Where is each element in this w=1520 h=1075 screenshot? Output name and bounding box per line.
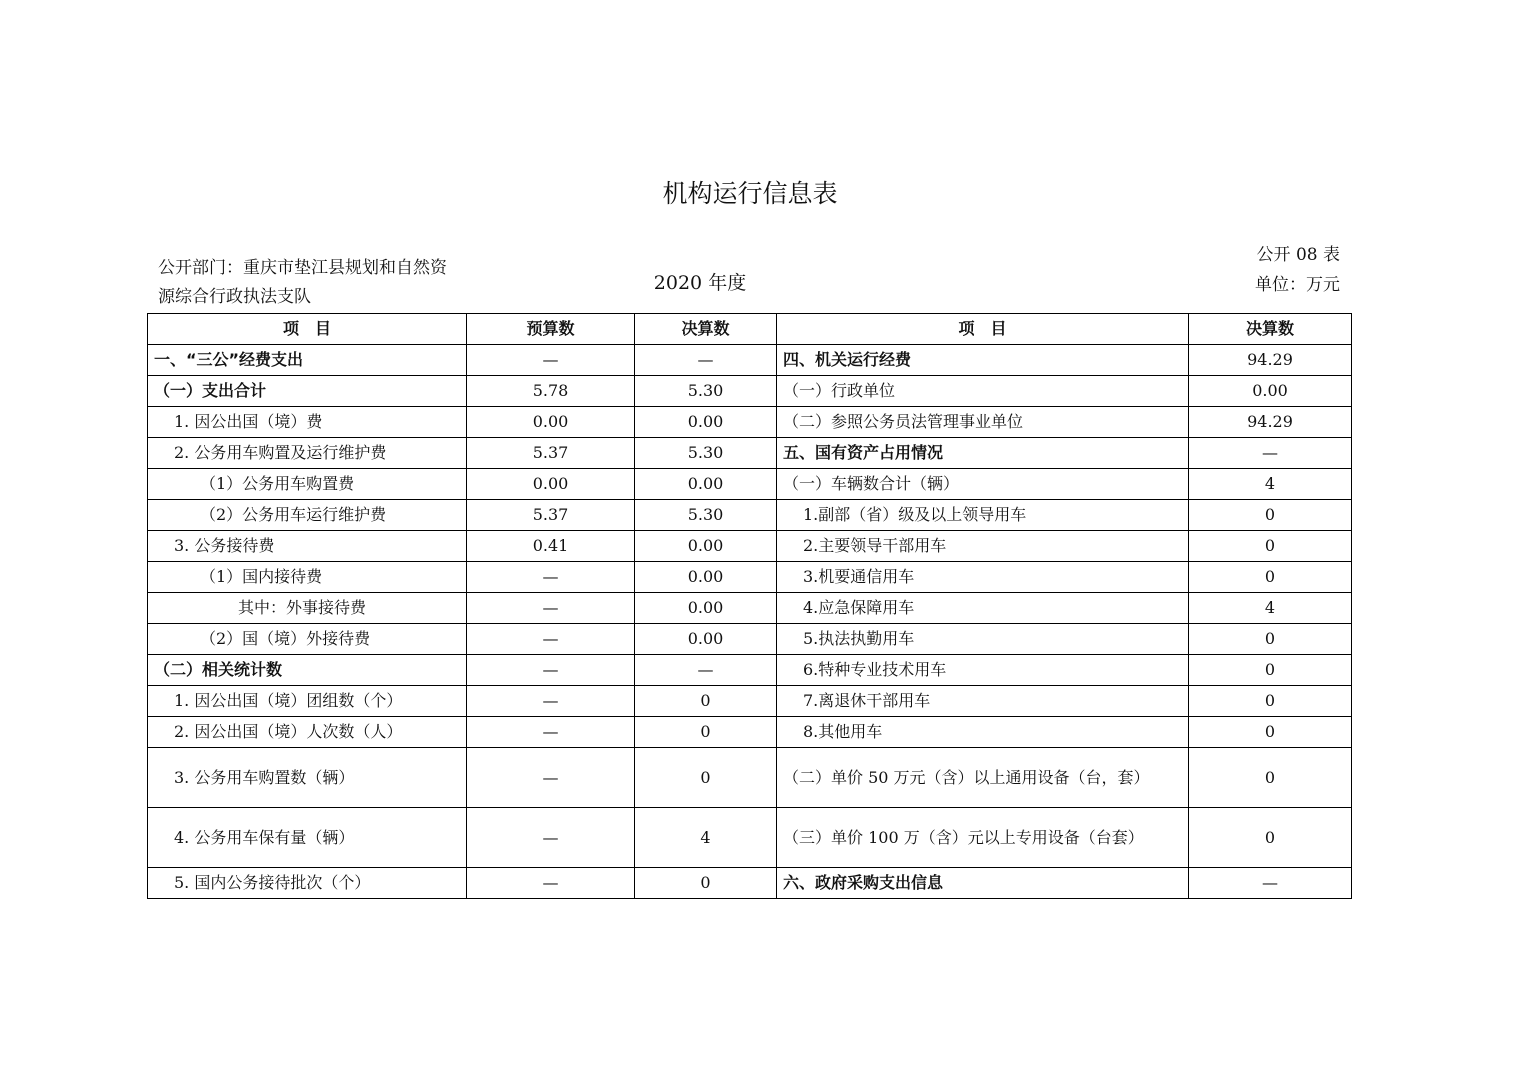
row-final: 0.00 (635, 593, 777, 624)
row-final: — (635, 345, 777, 376)
row-budget: 0.41 (467, 531, 635, 562)
table-row (148, 868, 1352, 899)
row-budget: — (467, 655, 635, 686)
table-row (148, 593, 1352, 624)
row-item2: 五、国有资产占用情况 (777, 438, 1189, 469)
row-budget: — (467, 748, 635, 808)
table-header-row (148, 314, 1352, 345)
row-item2: 六、政府采购支出信息 (777, 868, 1189, 899)
row-item: 其中：外事接待费 (148, 593, 467, 624)
table-row (148, 345, 1352, 376)
row-final: 5.30 (635, 438, 777, 469)
row-final2: 94.29 (1189, 345, 1352, 376)
row-budget: 5.37 (467, 438, 635, 469)
row-budget: 5.78 (467, 376, 635, 407)
row-final2: 0 (1189, 748, 1352, 808)
col-item2: 项 目 (777, 314, 1189, 345)
row-final2: 0 (1189, 624, 1352, 655)
row-item: 3. 公务接待费 (148, 531, 467, 562)
row-item: （1）国内接待费 (148, 562, 467, 593)
row-final: 0.00 (635, 469, 777, 500)
row-final: 0 (635, 717, 777, 748)
col-budget: 预算数 (467, 314, 635, 345)
row-final2: 0 (1189, 500, 1352, 531)
row-item2: （一）行政单位 (777, 376, 1189, 407)
row-final2: 0 (1189, 655, 1352, 686)
table-row (148, 531, 1352, 562)
row-item: （2）国（境）外接待费 (148, 624, 467, 655)
row-final: 0 (635, 748, 777, 808)
row-item2: 5.执法执勤用车 (777, 624, 1189, 655)
row-item2: 6.特种专业技术用车 (777, 655, 1189, 686)
row-item: 1. 因公出国（境）费 (148, 407, 467, 438)
row-item2: （三）单价 100 万（含）元以上专用设备（台套） (777, 808, 1189, 868)
row-item2: （二）单价 50 万元（含）以上通用设备（台，套） (777, 748, 1189, 808)
row-item: 2. 公务用车购置及运行维护费 (148, 438, 467, 469)
row-budget: — (467, 624, 635, 655)
col-item: 项 目 (148, 314, 467, 345)
row-final: 0.00 (635, 407, 777, 438)
department-label: 公开部门：重庆市垫江县规划和自然资源综合行政执法支队 (158, 258, 447, 307)
row-item2: 1.副部（省）级及以上领导用车 (777, 500, 1189, 531)
row-budget: 5.37 (467, 500, 635, 531)
row-item: 3. 公务用车购置数（辆） (148, 748, 467, 808)
table-row (148, 808, 1352, 868)
row-final2: 0 (1189, 562, 1352, 593)
row-budget: — (467, 562, 635, 593)
row-item: （2）公务用车运行维护费 (148, 500, 467, 531)
page-title: 机构运行信息表 (662, 179, 838, 208)
row-final: 0 (635, 868, 777, 899)
row-final: 0.00 (635, 562, 777, 593)
row-final2: 0.00 (1189, 376, 1352, 407)
row-final2: 4 (1189, 469, 1352, 500)
row-budget: 0.00 (467, 407, 635, 438)
col-final2: 决算数 (1189, 314, 1352, 345)
row-final: 0 (635, 686, 777, 717)
row-item2: 2.主要领导干部用车 (777, 531, 1189, 562)
row-item: 一、“三公”经费支出 (148, 345, 467, 376)
row-final2: — (1189, 438, 1352, 469)
row-item2: 8.其他用车 (777, 717, 1189, 748)
row-final2: 4 (1189, 593, 1352, 624)
row-final: 5.30 (635, 376, 777, 407)
row-item: 1. 因公出国（境）团组数（个） (148, 686, 467, 717)
row-item2: 4.应急保障用车 (777, 593, 1189, 624)
row-item: （一）支出合计 (148, 376, 467, 407)
row-final: — (635, 655, 777, 686)
table-row (148, 686, 1352, 717)
row-item: 4. 公务用车保有量（辆） (148, 808, 467, 868)
operation-info-table (147, 313, 1352, 899)
row-final2: 0 (1189, 686, 1352, 717)
row-item2: （一）车辆数合计（辆） (777, 469, 1189, 500)
table-row (148, 624, 1352, 655)
row-budget: 0.00 (467, 469, 635, 500)
row-item: 5. 国内公务接待批次（个） (148, 868, 467, 899)
row-item2: 四、机关运行经费 (777, 345, 1189, 376)
row-item2: 3.机要通信用车 (777, 562, 1189, 593)
row-final: 5.30 (635, 500, 777, 531)
row-final: 0.00 (635, 624, 777, 655)
table-row (148, 376, 1352, 407)
row-budget: — (467, 808, 635, 868)
table-row (148, 407, 1352, 438)
table-row (148, 562, 1352, 593)
row-budget: — (467, 868, 635, 899)
col-final: 决算数 (635, 314, 777, 345)
form-info (1255, 240, 1340, 300)
unit-label: 单位：万元 (1255, 275, 1340, 295)
year-label: 2020 年度 (653, 272, 747, 294)
row-final: 4 (635, 808, 777, 868)
table-row (148, 748, 1352, 808)
table-row (148, 655, 1352, 686)
row-final2: — (1189, 868, 1352, 899)
row-item: （二）相关统计数 (148, 655, 467, 686)
table-row (148, 438, 1352, 469)
row-final2: 0 (1189, 808, 1352, 868)
row-item: （1）公务用车购置费 (148, 469, 467, 500)
row-final2: 94.29 (1189, 407, 1352, 438)
row-item2: （二）参照公务员法管理事业单位 (777, 407, 1189, 438)
table-row (148, 500, 1352, 531)
row-budget: — (467, 345, 635, 376)
form-number: 公开 08 表 (1256, 245, 1340, 265)
row-item2: 7.离退休干部用车 (777, 686, 1189, 717)
row-budget: — (467, 593, 635, 624)
row-final2: 0 (1189, 717, 1352, 748)
row-final: 0.00 (635, 531, 777, 562)
row-budget: — (467, 717, 635, 748)
row-budget: — (467, 686, 635, 717)
table-row (148, 469, 1352, 500)
row-item: 2. 因公出国（境）人次数（人） (148, 717, 467, 748)
row-final2: 0 (1189, 531, 1352, 562)
table-row (148, 717, 1352, 748)
